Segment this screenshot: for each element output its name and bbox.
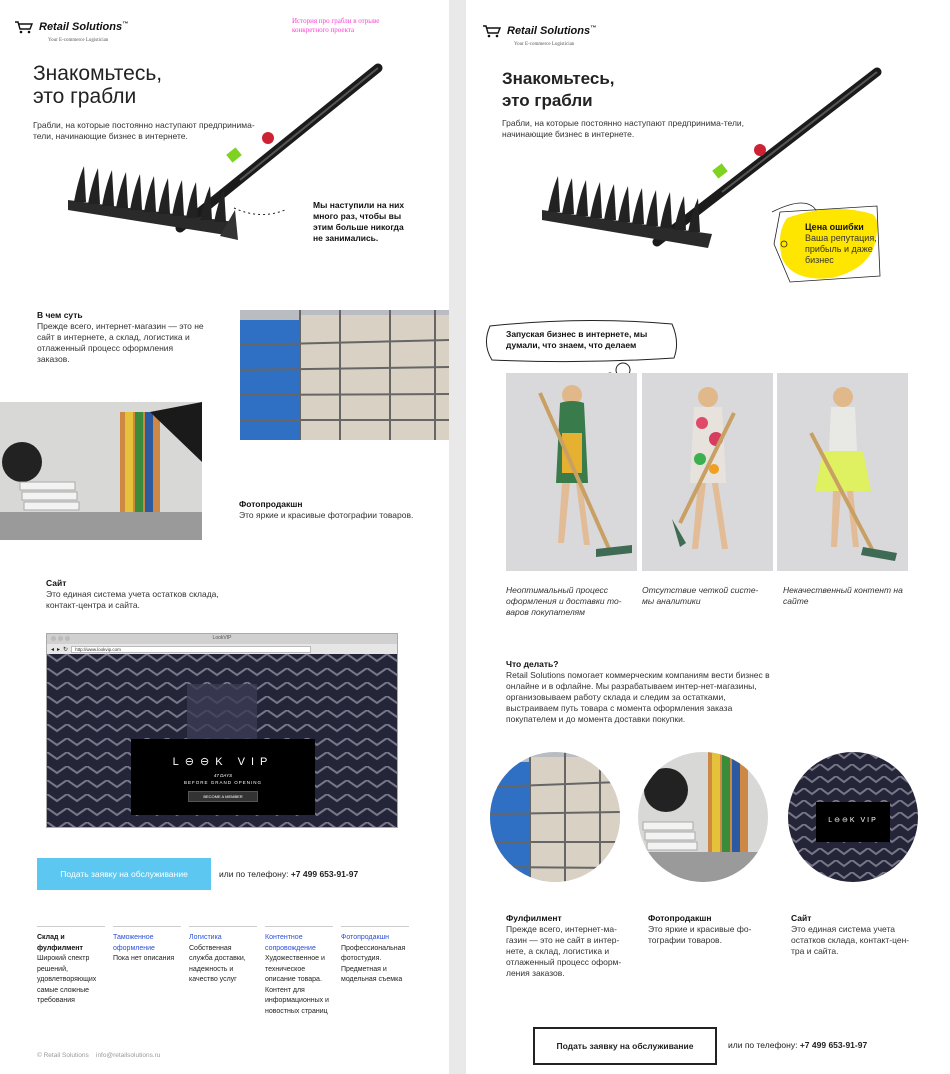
footer-col-text: Профессиональная фотостудия. Предметная и модельная съемка [341, 944, 406, 983]
footer-col-fulfillment [37, 926, 105, 1017]
model-photo-2 [642, 373, 773, 571]
footer-columns [37, 926, 409, 1017]
model-photo-1 [506, 373, 637, 571]
footer-col-link[interactable]: Контентное сопровождение [265, 934, 316, 952]
lookvip-site [47, 654, 397, 827]
cart-icon [482, 24, 502, 38]
fulfillment-circle-image [490, 752, 620, 882]
browser-toolbar [47, 644, 397, 654]
left-page-mockup [0, 0, 449, 1074]
service-title: Сайт [791, 913, 812, 923]
essence-text: Прежде всего, интернет-магазин — это не сайт в интернете, а склад, логистика и отлаженный процесс оформления заказов. [37, 321, 204, 364]
essence-title: В чем суть [37, 310, 83, 320]
brand-tagline: Your E-commerce Logistician [514, 42, 575, 47]
footer-email-link[interactable]: info@retailsolutions.ru [96, 1052, 161, 1059]
site-circle-image [788, 752, 918, 882]
opening-label: BEFORE GRAND OPENING [183, 780, 262, 785]
hero-title: Знакомьтесь, это грабли [502, 69, 615, 110]
price-tag [805, 222, 885, 266]
service-text: Прежде всего, интернет-ма-газин — это не сайт в интер-нете, а склад, логистика и отлаженный процесс оформ-ления заказов. [506, 924, 622, 978]
request-service-button[interactable]: Подать заявку на обслуживание [37, 858, 211, 890]
brand-tagline: Your E-commerce Logistician [48, 38, 109, 43]
forward-icon[interactable]: ▸ [57, 646, 61, 653]
svg-text:L⊖⊖K VIP: L⊖⊖K VIP [828, 817, 878, 824]
model-photo-3 [777, 373, 908, 571]
right-page-mockup [466, 0, 950, 1074]
service-text: Это единая система учета остатков склада, контакт-цен-тра и сайта. [791, 924, 910, 956]
todo-text: Retail Solutions помогает коммерческим компаниям вести бизнес в онлайне и в офлайне. Мы разрабатываем интер-нет-магазины, организовываем работу склада и следим за остатками, выстраиваем путь товара с момента оформления заказа покупателем и до момента доставки покупки. [506, 670, 770, 724]
footer-col-link[interactable]: Таможенное оформление [113, 934, 155, 952]
browser-window [46, 633, 398, 828]
thought-bubble-text: Запуская бизнес в интернете, мы думали, что знаем, что делаем [506, 329, 648, 350]
back-icon[interactable]: ◂ [51, 646, 55, 653]
photo-title: Фотопродакшн [239, 499, 303, 509]
cart-icon [14, 20, 34, 34]
browser-titlebar [47, 634, 397, 644]
cta-phone: или по телефону: +7 499 653-91-97 [219, 869, 359, 879]
site-title: Сайт [46, 578, 67, 588]
warehouse-image [240, 310, 449, 440]
photo-circle-image [638, 752, 768, 882]
service-photo [648, 913, 763, 946]
footer-bottom [37, 1052, 160, 1059]
logo[interactable] [482, 24, 596, 38]
service-title: Фулфилмент [506, 913, 562, 923]
footer-col-text: Широкий спектр решений, удовлетворяющих самые сложные требования [37, 955, 97, 1004]
caption-3: Некачественный контент на сайте [783, 585, 903, 606]
service-fulfillment [506, 913, 631, 979]
lookvip-logo: L⊖⊖K VIP [172, 756, 274, 768]
days-label: 47 DAYS [213, 773, 233, 778]
photo-text: Это яркие и красивые фотографии товаров. [239, 510, 414, 520]
footer-col-photo [341, 926, 409, 1017]
rake-callout: Мы наступили на них много раз, чтобы вы этим больше никогда не занимались. [313, 200, 405, 243]
become-member-button[interactable]: BECOME A MEMBER [188, 791, 257, 802]
photo-block [239, 499, 439, 521]
service-text: Это яркие и красивые фо-тографии товаров. [648, 924, 752, 945]
site-block [46, 578, 236, 611]
price-tag-title: Цена ошибки [805, 222, 864, 232]
cta-phone: или по телефону: +7 499 653-91-97 [728, 1040, 868, 1050]
request-service-button[interactable]: Подать заявку на обслуживание [533, 1027, 717, 1065]
hero-title: Знакомьтесь, это грабли [33, 62, 163, 108]
copyright: © Retail Solutions [37, 1052, 89, 1059]
caption-2: Отсутствие четкой систе-мы аналитики [642, 585, 759, 606]
price-tag-text: Ваша репутация, прибыль и даже бизнес [805, 233, 877, 265]
footer-col-text: Пока нет описания [113, 955, 175, 962]
footer-col-link[interactable]: Логистика [189, 934, 222, 941]
footer-col-customs [113, 926, 181, 1017]
todo-block [506, 659, 776, 725]
footer-col-text: Собственная служба доставки, надежность и качество услуг [189, 944, 246, 983]
todo-title: Что делать? [506, 659, 559, 669]
footer-col-title: Склад и фулфилмент [37, 934, 83, 952]
hero-text: Грабли, на которые постоянно наступают предпринима-тели, начинающие бизнес в интернете. [33, 120, 255, 141]
hero-text: Грабли, на которые постоянно наступают предпринима-тели, начинающие бизнес в интернете. [502, 118, 745, 139]
pink-note: История про грабли в отрыве конкретного проекта [292, 17, 380, 34]
footer-col-link[interactable]: Фотопродакшн [341, 934, 390, 941]
service-title: Фотопродакшн [648, 913, 712, 923]
footer-col-content [265, 926, 333, 1017]
service-site [791, 913, 916, 957]
brand-name: Retail Solutions™ [39, 21, 129, 33]
site-text: Это единая система учета остатков склада, контакт-центра и сайта. [46, 589, 219, 610]
brand-name: Retail Solutions™ [507, 25, 597, 37]
logo[interactable] [14, 20, 128, 34]
caption-1: Неоптимальный процесс оформления и доставки то-варов покупателям [506, 585, 622, 617]
footer-col-text: Художественное и техническое описание товара. Контент для информационных и новостных страниц [265, 955, 329, 1015]
footer-col-logistics [189, 926, 257, 1017]
lookvip-box [131, 739, 315, 815]
reload-icon[interactable]: ↻ [63, 646, 69, 653]
browser-title: LookVIP [212, 635, 232, 641]
essence-block [37, 310, 207, 365]
url-bar[interactable]: http://www.lookvip.com [71, 646, 311, 653]
photo-studio-image [0, 402, 202, 540]
